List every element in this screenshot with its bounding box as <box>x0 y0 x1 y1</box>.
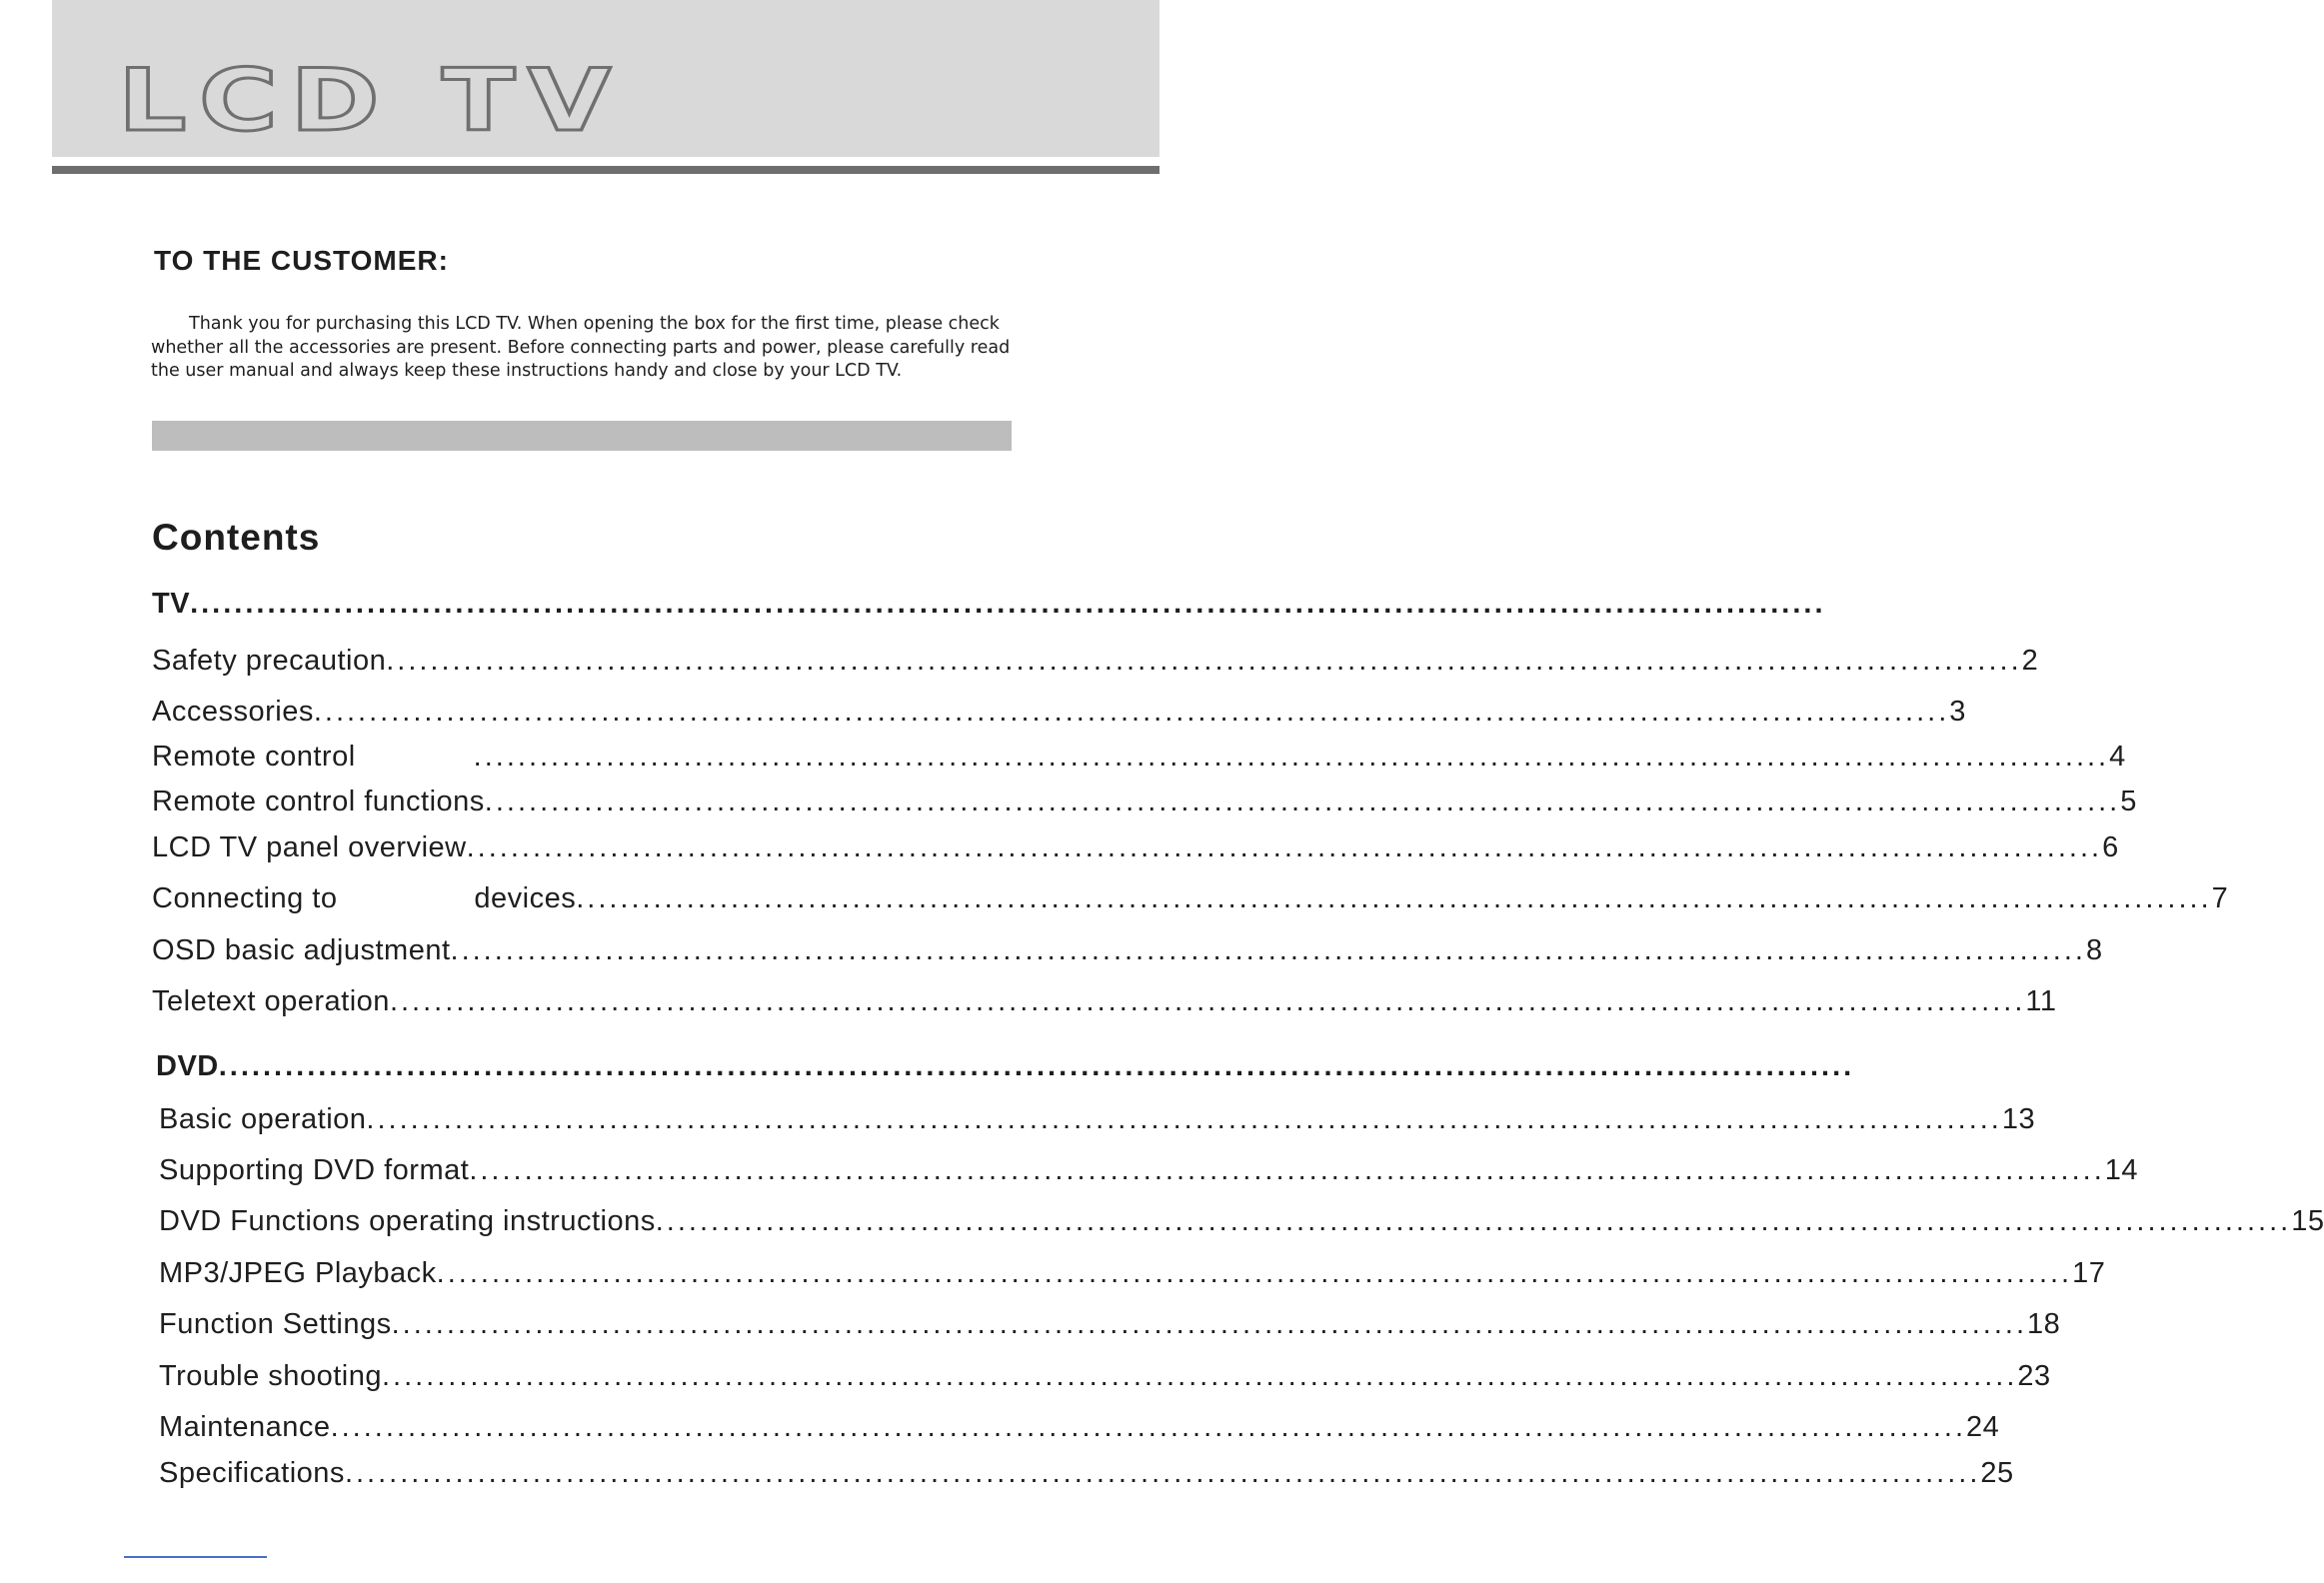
toc-page-number: 15 <box>2291 1205 2324 1237</box>
toc-page-number: 13 <box>2001 1103 2036 1135</box>
toc-entry-label: Maintenance <box>159 1411 331 1443</box>
toc-page-number: 11 <box>2025 985 2057 1017</box>
toc-leader-dots: .................................................................................................................................................... <box>330 1411 1967 1443</box>
toc-leader-dots: .................................................................................................................................................... <box>484 786 2121 817</box>
toc-entry-label: LCD TV panel overview <box>152 831 467 863</box>
toc-leader-dots: .................................................................................................................................................... <box>466 831 2103 863</box>
contents-title: Contents <box>152 517 321 558</box>
toc-leader-dots: .................................................................................................................................................... <box>473 741 2110 773</box>
toc-leader-dots: .................................................................................................................................................... <box>313 696 1950 728</box>
toc-page-number: 17 <box>2072 1257 2106 1289</box>
section-divider-bar <box>152 421 1012 451</box>
toc-leader-dots: .................................................................................................................................................... <box>218 1050 1855 1082</box>
header-divider <box>52 166 1160 174</box>
toc-entry-label: Accessories <box>152 696 314 728</box>
toc-section-label: TV <box>152 588 191 620</box>
toc-entry[interactable] <box>159 1096 2036 1136</box>
toc-entry-label: Trouble shooting <box>159 1360 382 1392</box>
toc-page-number: 5 <box>2120 786 2137 817</box>
toc-entry-label: Supporting DVD format <box>159 1154 470 1186</box>
toc-section-label: DVD <box>156 1050 219 1082</box>
toc-entry-label: MP3/JPEG Playback <box>159 1257 437 1289</box>
toc-entry-label: Safety precaution <box>152 645 387 677</box>
toc-page-number: 7 <box>2211 882 2229 914</box>
toc-section-tv[interactable] <box>152 581 1826 621</box>
toc-leader-dots: .................................................................................................................................................... <box>450 934 2086 966</box>
toc-entry[interactable] <box>152 927 2103 967</box>
footer-accent-line <box>124 1556 267 1558</box>
toc-entry[interactable] <box>152 978 2057 1018</box>
customer-intro-paragraph: Thank you for purchasing this LCD TV. When opening the box for the first time, please check whether all the accessories are present. Before connecting parts and power, please carefully read the user manual and always keep these instructions handy and close by your LCD TV. <box>151 314 1011 381</box>
toc-entry[interactable] <box>159 1198 2324 1238</box>
toc-entry[interactable] <box>152 779 2137 818</box>
toc-entry-label: Remote control functions <box>152 786 485 817</box>
toc-entry-label: DVD Functions operating instructions <box>159 1205 656 1237</box>
toc-leader-dots: .................................................................................................................................................... <box>576 882 2212 914</box>
toc-leader-dots: .................................................................................................................................................... <box>389 985 2026 1017</box>
toc-leader-dots: .................................................................................................................................................... <box>469 1154 2105 1186</box>
toc-entry-label: Connecting to devices <box>152 882 577 914</box>
logo-lcd-tv: LCD TV <box>118 51 624 151</box>
toc-leader-dots: .................................................................................................................................................... <box>366 1103 2002 1135</box>
toc-entry[interactable] <box>152 734 2126 774</box>
toc-leader-dots: .................................................................................................................................................... <box>386 645 2022 677</box>
toc-entry-label: OSD basic adjustment <box>152 934 451 966</box>
toc-page-number: 8 <box>2085 934 2103 966</box>
toc-entry-label: Basic operation <box>159 1103 367 1135</box>
toc-leader-dots: .................................................................................................................................................... <box>391 1308 2028 1340</box>
toc-entry[interactable] <box>159 1353 2051 1393</box>
toc-page-number: 25 <box>1980 1457 2014 1489</box>
toc-entry-label: Remote control <box>152 741 356 773</box>
toc-section-dvd[interactable] <box>156 1043 1855 1083</box>
toc-entry[interactable] <box>159 1301 2061 1341</box>
toc-page-number: 14 <box>2104 1154 2139 1186</box>
toc-entry[interactable] <box>159 1147 2139 1187</box>
toc-page-number: 18 <box>2027 1308 2061 1340</box>
toc-entry-label: Function Settings <box>159 1308 392 1340</box>
toc-page-number: 2 <box>2021 645 2039 677</box>
toc-entry-label: Teletext operation <box>152 985 390 1017</box>
toc-leader-dots: .................................................................................................................................................... <box>344 1457 1981 1489</box>
toc-entry-label: Specifications <box>159 1457 345 1489</box>
toc-entry[interactable] <box>159 1250 2106 1290</box>
toc-entry[interactable] <box>152 875 2229 915</box>
toc-page-number: 24 <box>1966 1411 2000 1443</box>
toc-page-number: 4 <box>2109 741 2126 773</box>
toc-entry[interactable] <box>159 1450 2014 1490</box>
toc-page-number: 23 <box>2017 1360 2051 1392</box>
toc-entry[interactable] <box>159 1404 2000 1444</box>
toc-leader-dots: .................................................................................................................................................... <box>436 1257 2073 1289</box>
toc-entry[interactable] <box>152 824 2119 864</box>
customer-heading: TO THE CUSTOMER: <box>154 245 449 276</box>
toc-entry[interactable] <box>152 638 2039 678</box>
toc-leader-dots: .................................................................................................................................................... <box>190 588 1826 620</box>
toc-page-number: 6 <box>2102 831 2119 863</box>
toc-leader-dots: .................................................................................................................................................... <box>381 1360 2018 1392</box>
toc-page-number: 3 <box>1949 696 1966 728</box>
toc-leader-dots: .................................................................................................................................................... <box>655 1205 2292 1237</box>
toc-entry[interactable] <box>152 689 1966 729</box>
